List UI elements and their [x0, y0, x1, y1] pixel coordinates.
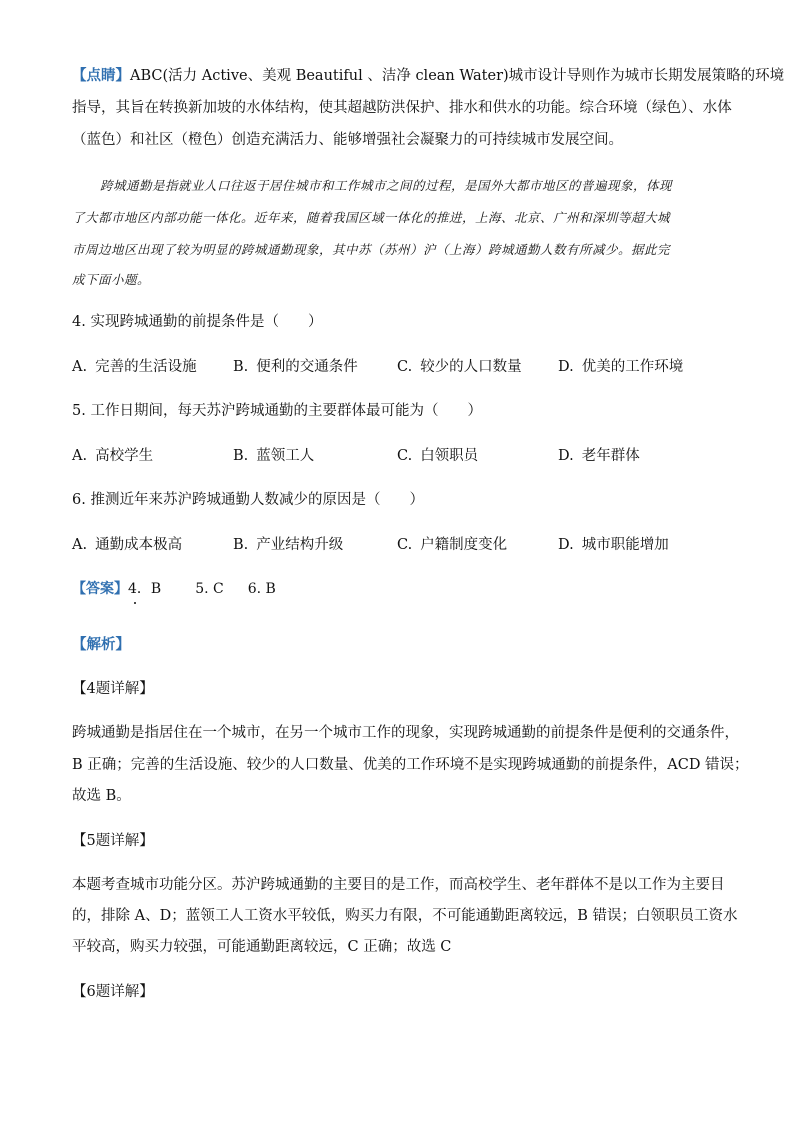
answer-5: 5. C: [195, 581, 224, 597]
question-4-option-b[interactable]: B. 便利的交通条件: [233, 359, 358, 375]
detail-5-line-2: 的，排除 A、D；蓝领工人工资水平较低，购买力有限，不可能通勤距离较远，B 错误；白领职员工资水: [72, 908, 738, 924]
question-6-option-a[interactable]: A. 通勤成本极高: [72, 537, 183, 553]
question-5-option-d[interactable]: D. 老年群体: [558, 448, 640, 464]
question-6-option-b[interactable]: B. 产业结构升级: [233, 537, 344, 553]
passage-line-3: 市周边地区出现了较为明显的跨城通勤现象，其中苏（苏州）沪（上海）跨城通勤人数有所减少。据此完: [72, 242, 671, 257]
question-4-option-a[interactable]: A. 完善的生活设施: [72, 359, 197, 375]
stray-dot: [134, 602, 136, 604]
note-line-3: （蓝色）和社区（橙色）创造充满活力、能够增强社会凝聚力的可持续城市发展空间。: [72, 132, 623, 148]
answer-4: 4．B: [128, 581, 162, 597]
question-5-option-b[interactable]: B. 蓝领工人: [233, 448, 315, 464]
question-4-option-c[interactable]: C. 较少的人口数量: [397, 359, 522, 375]
detail-4-heading: 【4题详解】: [72, 681, 154, 697]
question-5-stem: 5. 工作日期间，每天苏沪跨城通勤的主要群体最可能为（ ）: [72, 403, 482, 419]
note-text-1: ABC(活力 Active、美观 Beautiful 、洁净 clean Water)城市设计导则作为城市长期发展策略的环境: [130, 68, 785, 84]
question-6-option-d[interactable]: D. 城市职能增加: [558, 537, 669, 553]
detail-6-heading: 【6题详解】: [72, 984, 154, 1000]
note-line-1: [72, 66, 784, 86]
passage-line-2: 了大都市地区内部功能一体化。近年来，随着我国区域一体化的推进，上海、北京、广州和深圳等超大城: [72, 210, 671, 225]
answer-tag: 【答案】: [72, 581, 128, 597]
detail-4-line-3: 故选 B。: [72, 788, 131, 804]
detail-4-line-2: B 正确；完善的生活设施、较少的人口数量、优美的工作环境不是实现跨城通勤的前提条件，ACD 错误；: [72, 757, 749, 773]
question-6-stem: 6. 推测近年来苏沪跨城通勤人数减少的原因是（ ）: [72, 492, 424, 508]
analysis-tag: 【解析】: [72, 636, 130, 653]
question-5-option-a[interactable]: A. 高校学生: [72, 448, 154, 464]
detail-5-heading: 【5题详解】: [72, 833, 154, 849]
detail-5-line-1: 本题考查城市功能分区。苏沪跨城通勤的主要目的是工作，而高校学生、老年群体不是以工作为主要目: [72, 877, 725, 893]
detail-4-line-1: 跨城通勤是指居住在一个城市，在另一个城市工作的现象，实现跨城通勤的前提条件是便利的交通条件，: [72, 725, 739, 741]
question-4-option-d[interactable]: D. 优美的工作环境: [558, 359, 684, 375]
question-6-option-c[interactable]: C. 户籍制度变化: [397, 537, 508, 553]
question-5-option-c[interactable]: C. 白领职员: [397, 448, 479, 464]
answer-6: 6. B: [247, 581, 276, 597]
detail-5-line-3: 平较高，购买力较强，可能通勤距离较远，C 正确；故选 C: [72, 939, 452, 955]
passage-line-4: 成下面小题。: [72, 272, 151, 287]
passage-line-1: 跨城通勤是指就业人口往返于居住城市和工作城市之间的过程，是国外大都市地区的普遍现象，体现: [100, 178, 673, 193]
note-tag: 【点睛】: [72, 67, 130, 84]
note-line-2: 指导，其旨在转换新加坡的水体结构，使其超越防洪保护、排水和供水的功能。综合环境（绿色）、水体: [72, 100, 732, 116]
answer-line: [72, 579, 276, 599]
question-4-stem: 4. 实现跨城通勤的前提条件是（ ）: [72, 314, 323, 330]
